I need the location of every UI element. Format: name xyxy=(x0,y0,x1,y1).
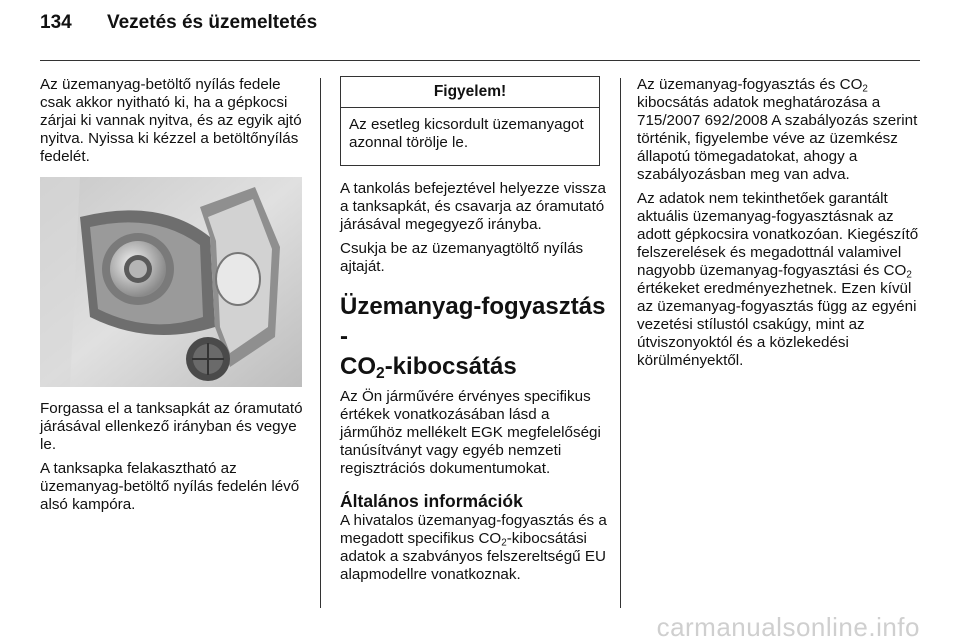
paragraph: Forgassa el a tanksapkát az óramutató járásával ellenkező irányban és vegye le. xyxy=(40,400,303,453)
warning-box xyxy=(340,76,600,166)
paragraph: Csukja be az üzemanyagtöltő nyílás ajtaját. xyxy=(340,240,584,275)
paragraph: Az üzemanyag-fogyasztás és $CO_2$ kibocsátás adatok meghatározása a 715/2007 692/2008 A szabályozás szerint történik, figyelembe véve az üzemkész állapotú tömegadatokat, ahogy a szabályozásban meg van adva. xyxy=(637,76,918,183)
paragraph: A tankolás befejeztével helyezze vissza a tanksapkát, és csavarja az óramutató járásával megegyező irányba. xyxy=(340,180,606,233)
subsection-heading: Általános információk xyxy=(340,491,523,511)
paragraph: Az üzemanyag-betöltő nyílás fedele csak akkor nyitható ki, ha a gépkocsi zárjai ki vannak nyitva, és az egyik ajtó nyitva. Nyissa ki kézzel a betöltőnyílás fedelét. xyxy=(40,76,302,165)
paragraph: A tanksapka felakasztható az üzemanyag-betöltő nyílás fedelén lévő alsó kampóra. xyxy=(40,460,300,513)
column-1-top xyxy=(40,76,308,172)
paragraph: Az Ön járművére érvényes specifikus értékek vonatkozásában lásd a járműhöz mellékelt EGK megfelelőségi tanúsítványt vagy egyéb nemzeti regisztrációs dokumentumokat. xyxy=(340,388,601,477)
column-divider-2 xyxy=(620,78,621,608)
paragraph: A hivatalos üzemanyag-fogyasztás és a megadott specifikus $CO_2$-kibocsátási adatok a szabványos felszereltségű EU alapmodellre vonatkoznak. xyxy=(340,512,607,583)
column-3 xyxy=(637,76,920,376)
column-1-bottom xyxy=(40,400,308,520)
warning-title: Figyelem! xyxy=(341,77,599,108)
column-divider-1 xyxy=(320,78,321,608)
section-heading: Üzemanyag-fogyasztás - $CO_2$-kibocsátás xyxy=(340,293,606,382)
warning-body: Az esetleg kicsordult üzemanyagot azonnal törölje le. xyxy=(349,116,584,151)
header-rule xyxy=(40,60,920,61)
page-number: 134 xyxy=(40,12,72,33)
fuel-filler-photo xyxy=(40,177,302,387)
paragraph: Az adatok nem tekinthetőek garantált aktuális üzemanyag-fogyasztásnak az adott gépkocsira vonatkozóan. Kiegészítő felszerelések és megadottnál valamivel nagyobb üzemanyag-fogyasztási és $CO_2$ értékeket eredményezhetnek. Ezen kívül az üzemanyag-fogyasztás függ az egyéni vezetési stílustól csakúgy, mint az útviszonyoktól és a közlekedési körülményektől. xyxy=(637,190,919,369)
column-2 xyxy=(340,180,610,590)
page-title: Vezetés és üzemeltetés xyxy=(106,12,318,33)
page-header xyxy=(40,12,317,34)
watermark: carmanualsonline.info xyxy=(656,612,920,642)
